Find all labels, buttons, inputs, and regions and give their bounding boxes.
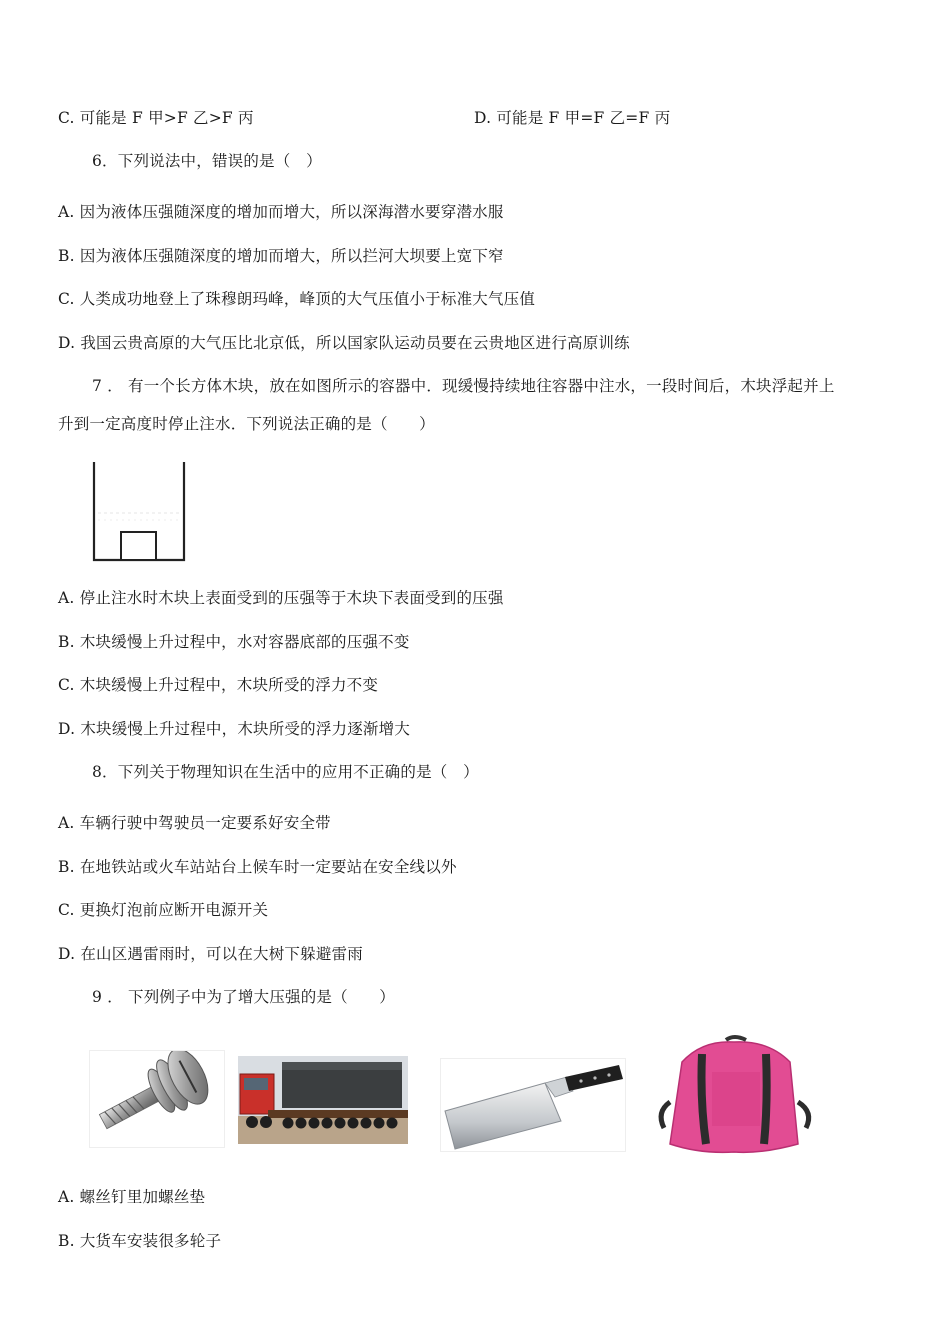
container-with-wood-block-diagram <box>88 460 192 566</box>
q9-stem: 9 ． 下列例子中为了增大压强的是（ ） <box>92 988 395 1006</box>
q8-stem: 8．下列关于物理知识在生活中的应用不正确的是（ ） <box>92 763 479 781</box>
q8-option-b: B. 在地铁站或火车站站台上候车时一定要站在安全线以外 <box>58 858 457 876</box>
wood-block <box>121 532 156 560</box>
backpack-photo <box>642 1032 826 1158</box>
screw-washer-photo <box>89 1050 225 1148</box>
q6-stem: 6．下列说法中，错误的是（ ） <box>92 152 322 170</box>
q7-stem-line2: 升到一定高度时停止注水．下列说法正确的是（ ） <box>58 415 435 433</box>
q7-stem-line1: 7 ． 有一个长方体木块，放在如图所示的容器中．现缓慢持续地往容器中注水，一段时间后，木块浮起并上 <box>92 377 835 395</box>
q6-option-d: D. 我国云贵高原的大气压比北京低，所以国家队运动员要在云贵地区进行高原训练 <box>58 334 630 352</box>
truck-many-wheels-photo <box>238 1056 408 1144</box>
q7-option-a: A. 停止注水时木块上表面受到的压强等于木块下表面受到的压强 <box>58 589 504 607</box>
q5-option-c: C. 可能是 F 甲>F 乙>F 丙 <box>58 109 254 127</box>
q8-option-d: D. 在山区遇雷雨时，可以在大树下躲避雷雨 <box>58 945 363 963</box>
q8-option-c: C. 更换灯泡前应断开电源开关 <box>58 901 269 919</box>
q8-option-a: A. 车辆行驶中驾驶员一定要系好安全带 <box>58 814 331 832</box>
q7-option-d: D. 木块缓慢上升过程中，木块所受的浮力逐渐增大 <box>58 720 411 738</box>
q6-option-c: C. 人类成功地登上了珠穆朗玛峰，峰顶的大气压值小于标准大气压值 <box>58 290 536 308</box>
q9-option-a: A. 螺丝钉里加螺丝垫 <box>58 1188 206 1206</box>
q7-option-b: B. 木块缓慢上升过程中，水对容器底部的压强不变 <box>58 633 410 651</box>
q9-option-b: B. 大货车安装很多轮子 <box>58 1232 222 1250</box>
cleaver-knife-photo <box>440 1058 626 1152</box>
q7-option-c: C. 木块缓慢上升过程中，木块所受的浮力不变 <box>58 676 379 694</box>
q6-option-b: B. 因为液体压强随深度的增加而增大，所以拦河大坝要上宽下窄 <box>58 247 504 265</box>
q5-option-d: D. 可能是 F 甲=F 乙=F 丙 <box>474 109 671 127</box>
q6-option-a: A. 因为液体压强随深度的增加而增大，所以深海潜水要穿潜水服 <box>58 203 504 221</box>
